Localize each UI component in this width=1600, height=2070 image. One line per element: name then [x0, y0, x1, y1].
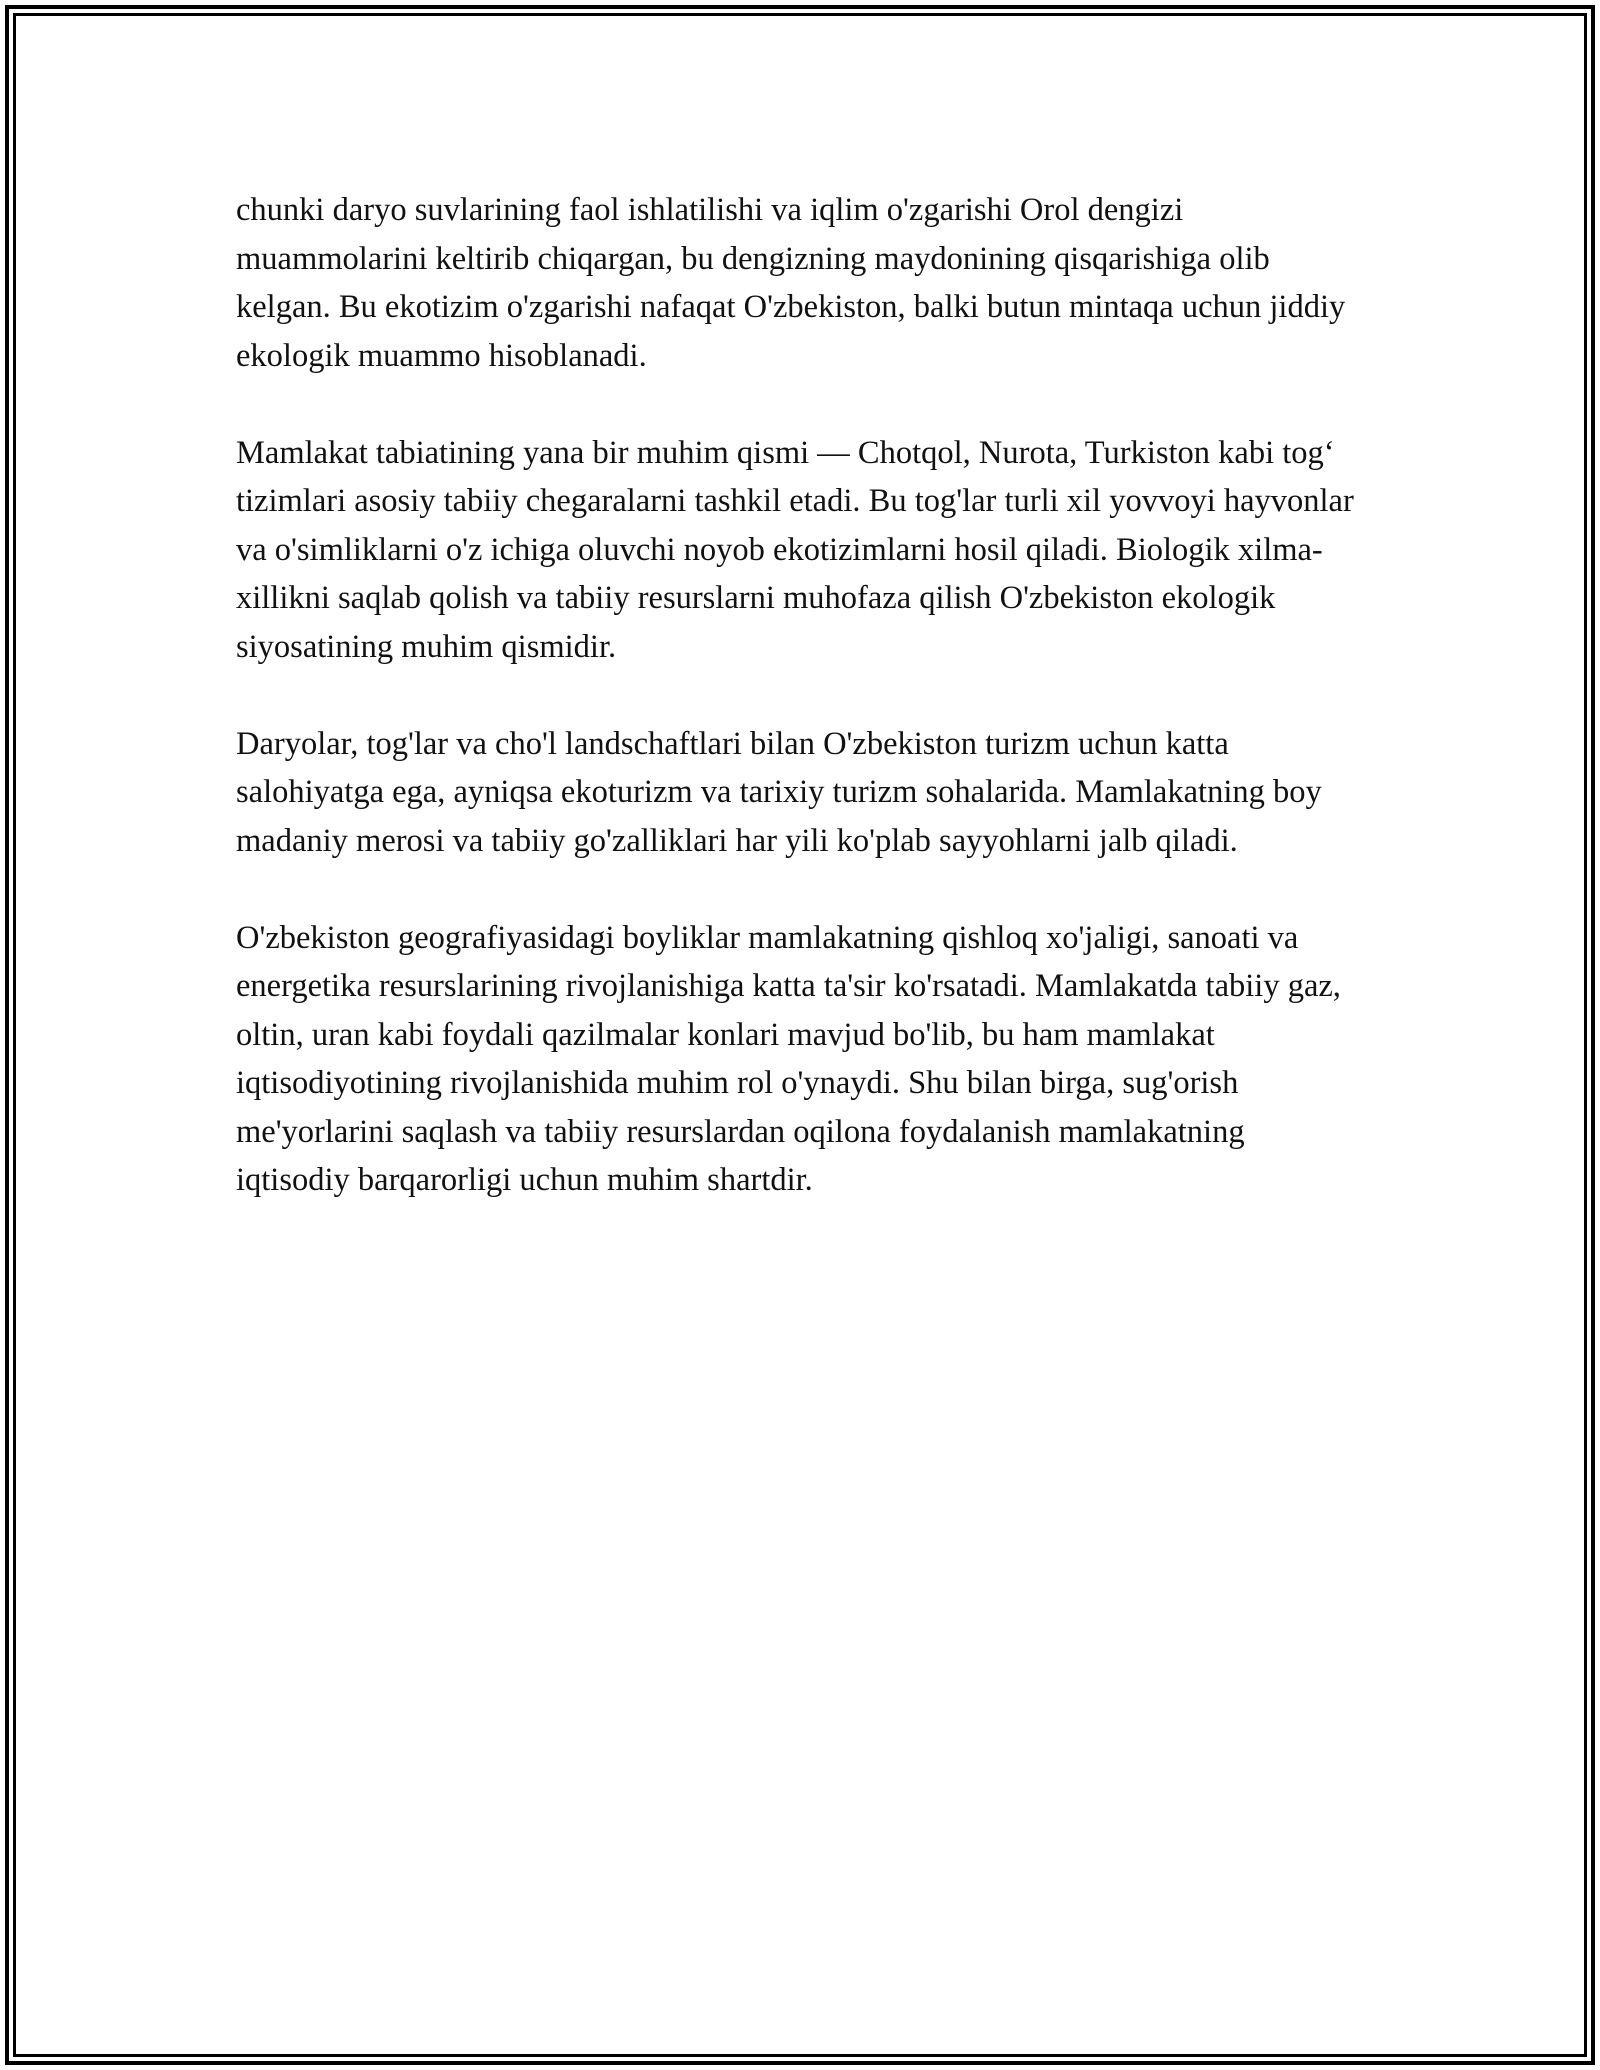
document-body	[236, 186, 1366, 1253]
paragraph-tourism: Daryolar, tog'lar va cho'l landschaftlari bilan O'zbekiston turizm uchun katta salohiyatga ega, ayniqsa ekoturizm va tarixiy turizm sohalarida. Mamlakatning boy madaniy merosi va tabiiy go'zalliklari har yili ko'plab sayyohlarni jalb qiladi.	[236, 725, 1322, 859]
paragraph-aral-sea: chunki daryo suvlarining faol ishlatilishi va iqlim o'zgarishi Orol dengizi muammolarini keltirib chiqargan, bu dengizning maydonining qisqarishiga olib kelgan. Bu ekotizim o'zgarishi nafaqat O'zbekiston, balki butun mintaqa uchun jiddiy ekologik muammo hisoblanadi.	[236, 192, 1346, 374]
paragraph-mountains: Mamlakat tabiatining yana bir muhim qismi — Chotqol, Nurota, Turkiston kabi tog‘ tizimlari asosiy tabiiy chegaralarni tashkil etadi. Bu tog'lar turli xil yovvoyi hayvonlar va o'simliklarni o'z ichiga oluvchi noyob ekotizimlarni hosil qiladi. Biologik xilma-xillikni saqlab qolish va tabiiy resurslarni muhofaza qilish O'zbekiston ekologik siyosatining muhim qismidir.	[236, 434, 1354, 665]
paragraph-resources: O'zbekiston geografiyasidagi boyliklar mamlakatning qishloq xo'jaligi, sanoati va energetika resurslarining rivojlanishiga katta ta'sir ko'rsatadi. Mamlakatda tabiiy gaz, oltin, uran kabi foydali qazilmalar konlari mavjud bo'lib, bu ham mamlakat iqtisodiyotining rivojlanishida muhim rol o'ynaydi. Shu bilan birga, sug'orish me'yorlarini saqlash va tabiiy resurslardan oqilona foydalanish mamlakatning iqtisodiy barqarorligi uchun muhim shartdir.	[236, 919, 1341, 1198]
